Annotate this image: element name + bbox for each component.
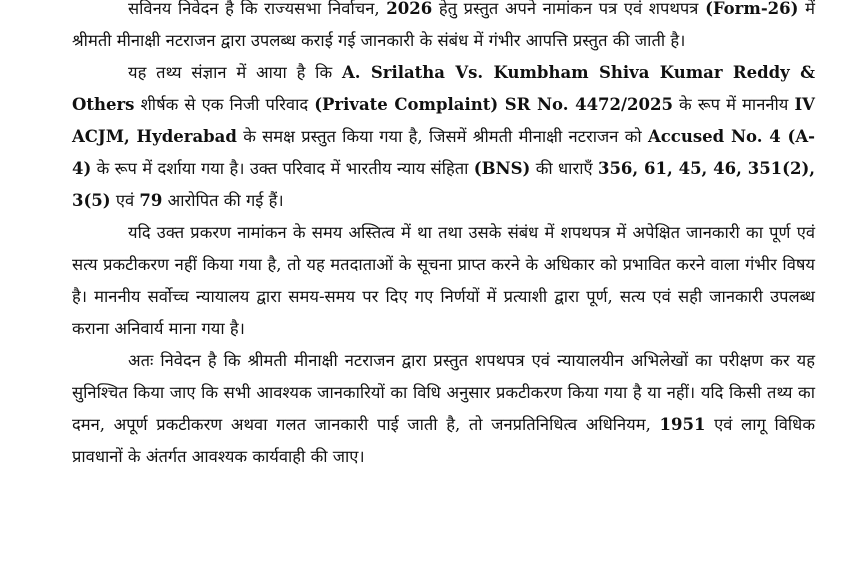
paragraph-text: सविनय निवेदन है कि राज्यसभा निर्वाचन, bbox=[128, 0, 387, 18]
paragraph-text: आरोपित की गई हैं। bbox=[162, 191, 284, 210]
paragraph-text: अतः निवेदन है कि श्रीमती मीनाक्षी नटराजन द्वारा प्रस्तुत शपथपत्र एवं न्यायालयीन अभिलेखों का परीक्षण कर यह सुनिश्चित किया जाए कि सभी आवश्यक जानकारियों का विधि अनुसार प्रकटीकरण किया गया है या नहीं। यदि किसी तथ्य का दमन, अपूर्ण प्रकटीकरण अथवा गलत जानकारी पाई जाती है, तो जनप्रतिनिधित्व अधिनियम, bbox=[72, 351, 815, 434]
case-number-text: (Private Complaint) SR No. 4472/2025 bbox=[314, 95, 673, 114]
court-name-text: IV ACJM, Hyderabad bbox=[72, 95, 815, 146]
paragraph-request bbox=[72, 345, 815, 473]
paragraph-text: के समक्ष प्रस्तुत किया गया है, जिसमें श्रीमती मीनाक्षी नटराजन को bbox=[236, 127, 648, 146]
act-year-text: 1951 bbox=[659, 415, 706, 434]
paragraph-objection bbox=[72, 0, 815, 57]
sections-text: 356, 61, 45, 46, 351(2), 3(5) bbox=[72, 159, 816, 210]
accused-number-text: Accused No. 4 (A-4) bbox=[72, 127, 815, 178]
paragraph-text: एवं bbox=[110, 191, 140, 210]
paragraph-text: के रूप में दर्शाया गया है। उक्त परिवाद में भारतीय न्याय संहिता bbox=[91, 159, 474, 178]
paragraph-text: यह तथ्य संज्ञान में आया है कि bbox=[128, 63, 342, 82]
paragraph-text: की धाराएँ bbox=[530, 159, 598, 178]
paragraph-complaint-details bbox=[72, 57, 815, 217]
paragraph-text: में श्रीमती मीनाक्षी नटराजन द्वारा उपलब्ध कराई गई जानकारी के संबंध में गंभीर आपत्ति प्रस्तुत की जाती है। bbox=[72, 0, 815, 50]
paragraph-text: यदि उक्त प्रकरण नामांकन के समय अस्तित्व में था तथा उसके संबंध में शपथपत्र में अपेक्षित जानकारी का पूर्ण एवं सत्य प्रकटीकरण नहीं किया गया है, तो यह मतदाताओं के सूचना प्राप्त करने के अधिकार को प्रभावित करने वाला गंभीर विषय है। माननीय सर्वोच्च न्यायालय द्वारा समय-समय पर दिए गए निर्णयों में प्रत्याशी द्वारा पूर्ण, सत्य एवं सही जानकारी उपलब्ध कराना अनिवार्य माना गया है। bbox=[72, 223, 815, 338]
paragraph-text: के रूप में माननीय bbox=[672, 95, 795, 114]
paragraph-text: शीर्षक से एक निजी परिवाद bbox=[134, 95, 315, 114]
section-79-text: 79 bbox=[139, 191, 163, 210]
year-text: 2026 bbox=[386, 0, 433, 18]
case-title-text: A. Srilatha Vs. Kumbham Shiva Kumar Reddy & Others bbox=[72, 63, 815, 114]
document-body bbox=[72, 0, 815, 473]
law-code-text: (BNS) bbox=[473, 159, 531, 178]
form-number-text: (Form-26) bbox=[705, 0, 799, 18]
paragraph-text: एवं लागू विधिक प्रावधानों के अंतर्गत आवश्यक कार्यवाही की जाए। bbox=[72, 415, 815, 466]
paragraph-disclosure-concern bbox=[72, 217, 815, 345]
paragraph-text: हेतु प्रस्तुत अपने नामांकन पत्र एवं शपथपत्र bbox=[432, 0, 706, 18]
